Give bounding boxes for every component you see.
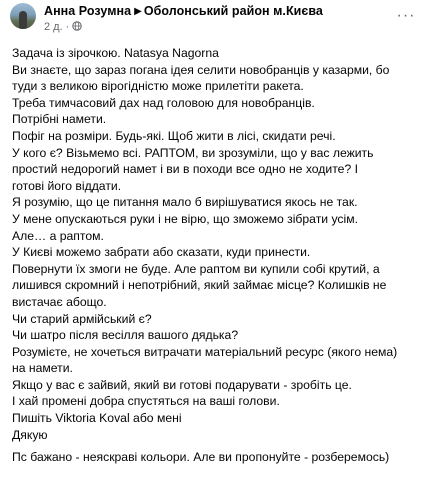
post-text [12,45,424,466]
post-line: Але… а раптом. [12,228,104,243]
post-line: простий недорогий намет і ви в походи все одно не ходите? І [12,162,358,177]
post-line: Ви знаєте, що зараз погана ідея селити новобранців у казарми, бо [12,62,390,77]
globe-icon [72,21,82,31]
post-line: Пс бажано - неяскраві кольори. Але ви пропонуйте - розберемось) [12,450,390,465]
post-line: І хай промені добра спустяться на ваші голови. [12,394,280,409]
author-name[interactable]: Анна Розумна [44,4,132,18]
post-line: Пофіг на розміри. Будь-які. Щоб жити в лісі, скидати речі. [12,128,336,143]
post-line: У Києві можемо забрати або сказати, куди принести. [12,245,311,260]
post-line: У мене опускаються руки і не вірю, що зможемо зібрати усім. [12,211,358,226]
meta-separator: · [65,21,70,33]
triangle-right-icon: ▶ [134,6,142,17]
post-line: Розумієте, не хочеться витрачати матеріальний ресурс (якого нема) [12,344,398,359]
post-line: Я розумію, що це питання мало б вирішуватися якось не так. [12,195,358,210]
post-line: вистачає абощо. [12,294,107,309]
author-line [44,4,323,18]
post-line: Пишіть Viktoria Koval або мені [12,411,182,426]
post-line: лишився скромний і непотрібний, який займає місце? Колишків не [12,278,387,293]
post-meta [44,21,82,33]
post-header [0,0,428,40]
author-avatar[interactable] [10,3,36,29]
post-line: Чи старий армійський є? [12,311,152,326]
post-line: на намети. [12,361,73,376]
post-line: Треба тимчасовий дах над головою для новобранців. [12,95,315,110]
post-line: Повернути їх змоги не буде. Але раптом ви купили собі крутий, а [12,261,380,276]
post-line: Чи шатро після весілля вашого дядька? [12,328,239,343]
post-line: Потрібні намети. [12,112,107,127]
post-line: Якщо у вас є зайвий, який ви готові подарувати - зробіть це. [12,377,352,392]
post-line: Задача із зірочкою. Natasya Nagorna [12,46,219,60]
post-line: Дякую [12,427,48,442]
more-options-icon[interactable]: ··· [396,7,416,24]
post-line: туди з великою вірогідністю може прилетіти ракета. [12,79,304,94]
post-time[interactable]: 2 д. [44,21,63,33]
post-line: У кого є? Візьмемо всі. РАПТОМ, ви зрозуміли, що у вас лежить [12,145,374,160]
group-name[interactable]: Оболонський район м.Києва [143,4,323,18]
avatar-figure [19,11,27,29]
post-line: готові його віддати. [12,178,122,193]
